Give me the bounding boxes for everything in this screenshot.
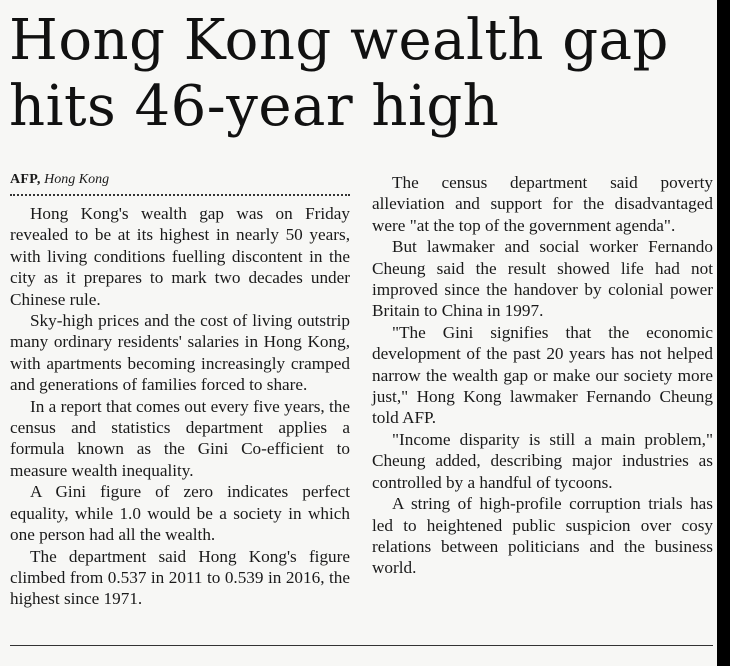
paragraph: The census department said poverty alleviation and support for the disadvantaged were "at the top of the government agenda". [372, 173, 713, 235]
paragraph: A Gini figure of zero indicates perfect equality, while 1.0 would be a society in which one person had all the wealth. [10, 482, 350, 545]
headline: Hong Kong wealth gap hits 46-year high [9, 8, 669, 139]
byline-agency: AFP, [10, 172, 41, 187]
right-column [372, 172, 713, 579]
paragraph: In a report that comes out every five years, the census and statistics department applies a formula known as the Gini Co-efficient to measure wealth inequality. [10, 396, 350, 480]
paragraph: But lawmaker and social worker Fernando Cheung said the result showed life had not improved since the handover by colonial power Britain to China in 1997. [372, 237, 713, 321]
paragraph: "Income disparity is still a main problem," Cheung added, describing major industries as controlled by a handful of tycoons. [372, 429, 713, 492]
bottom-divider [10, 645, 713, 646]
byline [10, 172, 350, 194]
paragraph: A string of high-profile corruption trials has led to heightened public suspicion over cosy relations between politicians and the business world. [372, 494, 713, 578]
byline-location: Hong Kong [44, 172, 110, 187]
paragraph: Sky-high prices and the cost of living outstrip many ordinary residents' salaries in Hong Kong, with apartments becoming increasingly cramped and generations of families forced to share. [10, 311, 350, 395]
left-column [10, 172, 350, 610]
paragraph: The department said Hong Kong's figure climbed from 0.537 in 2011 to 0.539 in 2016, the highest since 1971. [10, 546, 350, 609]
page-edge [717, 0, 730, 666]
paragraph: Hong Kong's wealth gap was on Friday revealed to be at its highest in nearly 50 years, with living conditions fuelling discontent in the city as it prepares to mark two decades under Chinese rule. [10, 204, 350, 309]
paragraph: "The Gini signifies that the economic development of the past 20 years has not helped narrow the wealth gap or make our society more just," Hong Kong lawmaker Fernando Cheung told AFP. [372, 322, 713, 428]
dotted-divider [10, 194, 350, 196]
